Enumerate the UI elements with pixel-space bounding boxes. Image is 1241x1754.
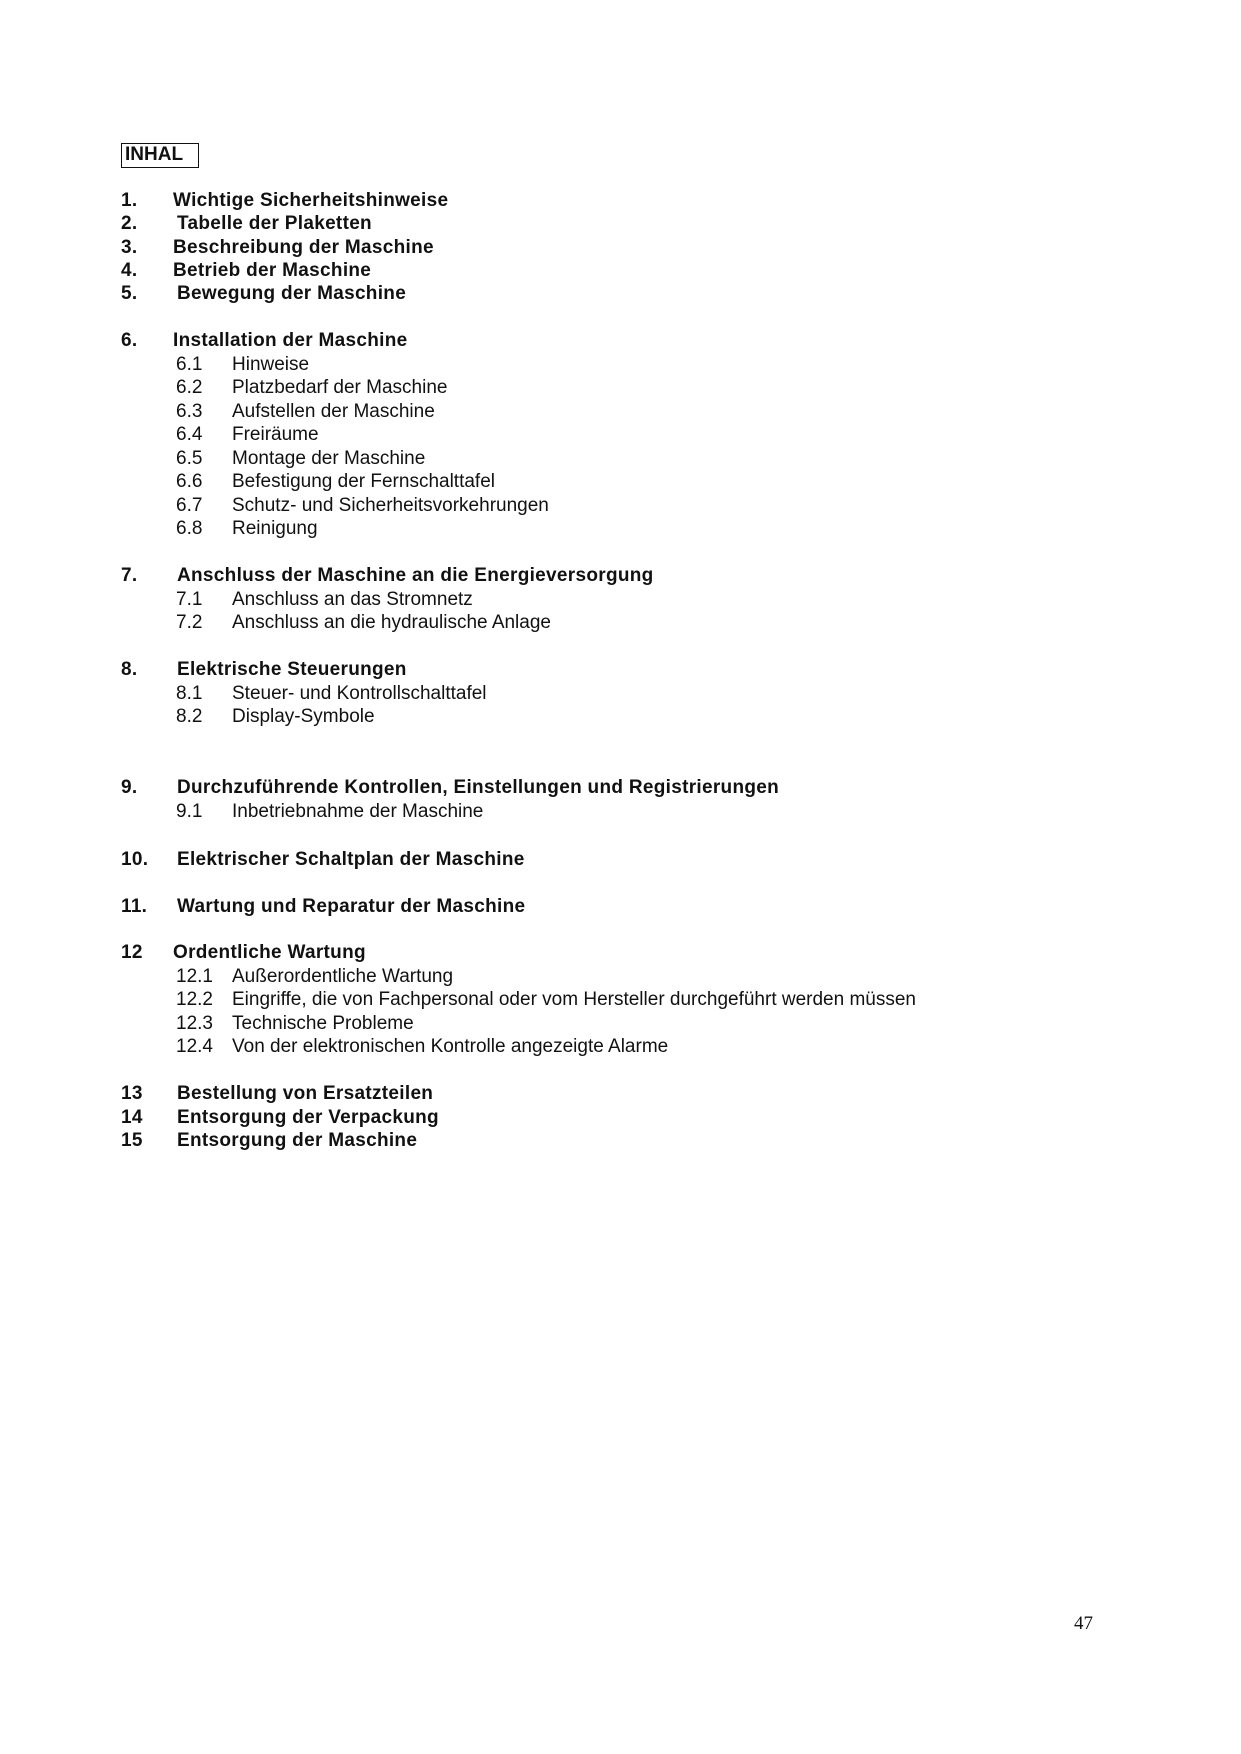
toc-entry-number: 7. bbox=[121, 565, 138, 586]
toc-subentry-number: 6.8 bbox=[176, 518, 203, 539]
toc-entry-title: Bewegung der Maschine bbox=[177, 283, 407, 304]
toc-entry-title: Installation der Maschine bbox=[173, 330, 408, 351]
toc-entry-number: 11. bbox=[121, 896, 148, 917]
toc-subentry-title: Montage der Maschine bbox=[232, 448, 426, 469]
toc-subentry-number: 6.1 bbox=[176, 354, 203, 375]
toc-entry-number: 12 bbox=[121, 942, 143, 963]
toc-subentry-number: 9.1 bbox=[176, 801, 203, 822]
toc-subentry-title: Aufstellen der Maschine bbox=[232, 401, 435, 422]
toc-subentry-title: Eingriffe, die von Fachpersonal oder vom Hersteller durchgeführt werden müssen bbox=[232, 989, 916, 1010]
toc-entry-title: Entsorgung der Maschine bbox=[177, 1130, 418, 1151]
toc-subentry-number: 12.3 bbox=[176, 1013, 213, 1034]
toc-subentry-title: Hinweise bbox=[232, 354, 310, 375]
toc-entry-number: 6. bbox=[121, 330, 138, 351]
toc-subentry-number: 7.1 bbox=[176, 589, 203, 610]
toc-entry-title: Bestellung von Ersatzteilen bbox=[177, 1083, 434, 1104]
toc-entry-number: 10. bbox=[121, 849, 149, 870]
toc-entry-number: 4. bbox=[121, 260, 138, 281]
toc-subentry-title: Außerordentliche Wartung bbox=[232, 966, 454, 987]
toc-subentry-title: Befestigung der Fernschalttafel bbox=[232, 471, 495, 492]
toc-subentry-number: 6.4 bbox=[176, 424, 203, 445]
toc-subentry-number: 6.5 bbox=[176, 448, 203, 469]
toc-entry-title: Tabelle der Plaketten bbox=[177, 213, 372, 234]
toc-entry-title: Elektrischer Schaltplan der Maschine bbox=[177, 849, 525, 870]
toc-subentry-number: 6.2 bbox=[176, 377, 203, 398]
toc-subentry-number: 7.2 bbox=[176, 612, 203, 633]
toc-subentry-title: Technische Probleme bbox=[232, 1013, 414, 1034]
toc-entry-title: Entsorgung der Verpackung bbox=[177, 1107, 439, 1128]
toc-entry-number: 3. bbox=[121, 237, 138, 258]
toc-entry-title: Beschreibung der Maschine bbox=[173, 237, 434, 258]
toc-entry-title: Elektrische Steuerungen bbox=[177, 659, 407, 680]
toc-entry-number: 2. bbox=[121, 213, 138, 234]
toc-entry-title: Betrieb der Maschine bbox=[173, 260, 372, 281]
toc-subentry-title: Von der elektronischen Kontrolle angezeigte Alarme bbox=[232, 1036, 669, 1057]
toc-heading: INHAL bbox=[121, 143, 199, 168]
toc-entry-number: 8. bbox=[121, 659, 138, 680]
toc-subentry-number: 6.3 bbox=[176, 401, 203, 422]
toc-entry-title: Wartung und Reparatur der Maschine bbox=[177, 896, 526, 917]
toc-entry-number: 15 bbox=[121, 1130, 143, 1151]
toc-subentry-title: Inbetriebnahme der Maschine bbox=[232, 801, 484, 822]
page-number: 47 bbox=[1074, 1613, 1093, 1634]
toc-subentry-number: 8.2 bbox=[176, 706, 203, 727]
toc-subentry-title: Freiräume bbox=[232, 424, 319, 445]
toc-entry-number: 14 bbox=[121, 1107, 143, 1128]
toc-subentry-title: Steuer- und Kontrollschalttafel bbox=[232, 683, 487, 704]
toc-subentry-title: Schutz- und Sicherheitsvorkehrungen bbox=[232, 495, 549, 516]
toc-subentry-number: 8.1 bbox=[176, 683, 203, 704]
toc-subentry-number: 12.4 bbox=[176, 1036, 213, 1057]
toc-entry-title: Wichtige Sicherheitshinweise bbox=[173, 190, 449, 211]
toc-subentry-number: 12.2 bbox=[176, 989, 213, 1010]
toc-subentry-number: 12.1 bbox=[176, 966, 213, 987]
toc-subentry-number: 6.7 bbox=[176, 495, 203, 516]
toc-subentry-title: Display-Symbole bbox=[232, 706, 375, 727]
toc-entry-number: 9. bbox=[121, 777, 138, 798]
toc-subentry-number: 6.6 bbox=[176, 471, 203, 492]
toc-entry-title: Durchzuführende Kontrollen, Einstellungen und Registrierungen bbox=[177, 777, 780, 798]
toc-subentry-title: Reinigung bbox=[232, 518, 318, 539]
toc-entry-number: 5. bbox=[121, 283, 138, 304]
toc-entry-number: 1. bbox=[121, 190, 138, 211]
toc-entry-number: 13 bbox=[121, 1083, 143, 1104]
toc-subentry-title: Anschluss an das Stromnetz bbox=[232, 589, 473, 610]
toc-entry-title: Ordentliche Wartung bbox=[173, 942, 366, 963]
toc-entry-title: Anschluss der Maschine an die Energieversorgung bbox=[177, 565, 654, 586]
toc-subentry-title: Platzbedarf der Maschine bbox=[232, 377, 448, 398]
toc-subentry-title: Anschluss an die hydraulische Anlage bbox=[232, 612, 551, 633]
